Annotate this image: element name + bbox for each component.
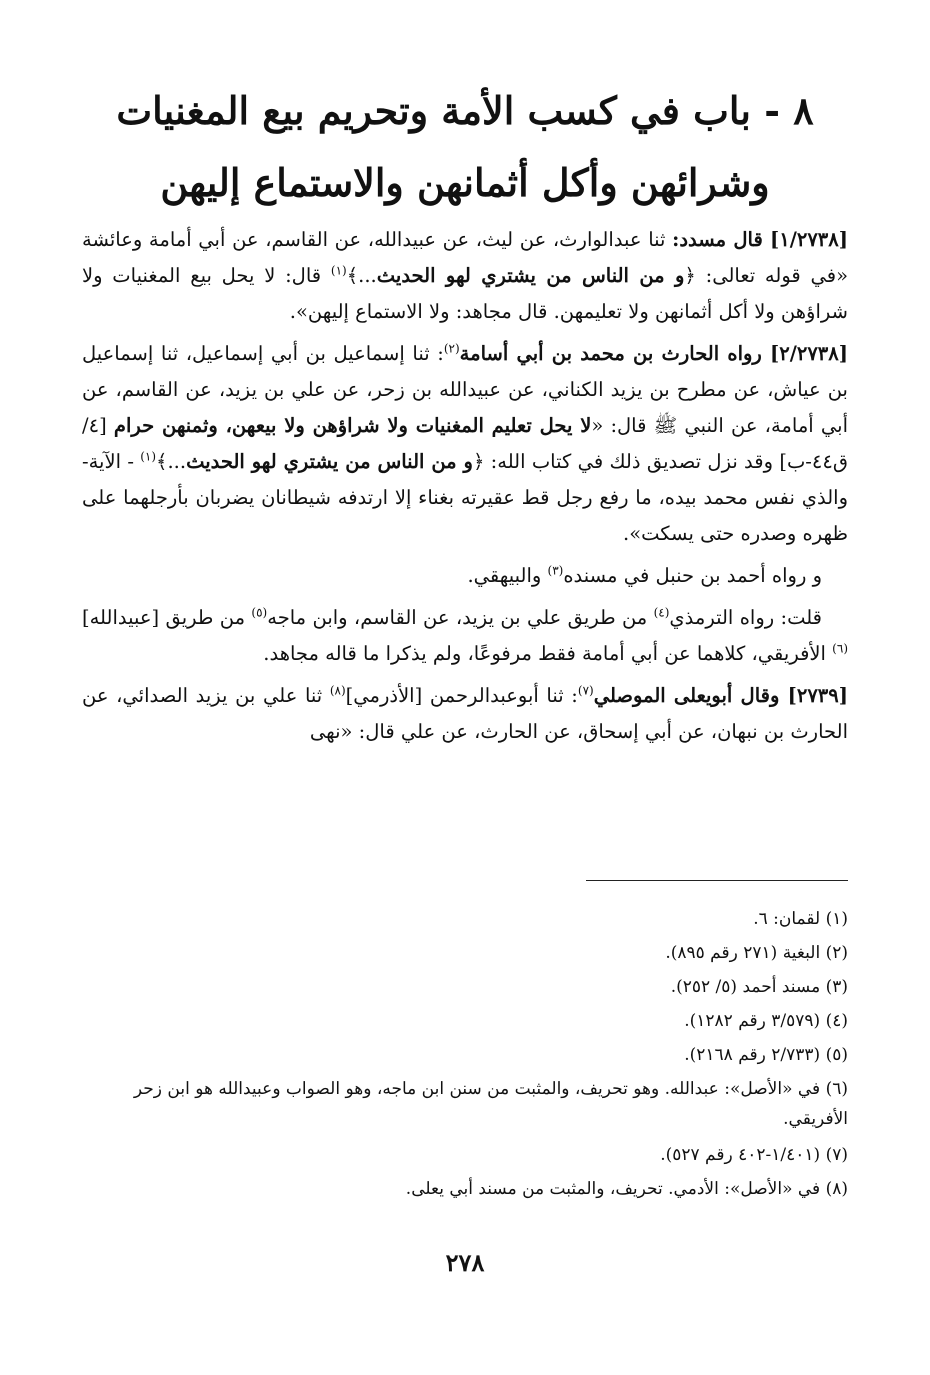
- paragraph-text: من طريق [عبيدالله]: [82, 606, 252, 629]
- hadith-matn: لا يحل تعليم المغنيات ولا شراؤهن ولا بيعهن، وثمنهن حرام: [113, 414, 592, 437]
- footnote-ref[interactable]: (٨): [329, 683, 346, 698]
- quran-verse: و من الناس من يشتري لهو الحديث: [186, 450, 473, 473]
- footnote: (٥) (٢/٧٣٣ رقم ٢١٦٨).: [684, 1045, 848, 1065]
- main-text: [82, 222, 848, 756]
- quran-verse: و من الناس من يشتري لهو الحديث: [376, 264, 685, 287]
- paragraph-text: - الآية- والذي نفس محمد بيده، ما رفع رجل قط عقيرته بغناء إلا ارتدفه شيطانان يضربان بأرجلهما على ظهره وصدره حتى يسكت».: [82, 450, 848, 545]
- paragraph-text: : ثنا إسماعيل بن أبي إسماعيل، ثنا إسماعيل بن عياش، عن مطرح بن يزيد الكناني، عن عبيدالله بن زحر، عن علي بن يزيد، عن القاسم، عن أبي أمامة، عن النبي ﷺ قال: «: [82, 342, 848, 437]
- hadith-number: [٢٧٣٩] وقال أبويعلى الموصلي: [593, 684, 848, 707]
- hadith-paragraph: [82, 678, 848, 750]
- footnote-ref[interactable]: (٣): [547, 563, 564, 578]
- chapter-title-line-1: ٨ - باب في كسب الأمة وتحريم بيع المغنيات: [116, 88, 814, 133]
- paragraph-text: الأفريقي، كلاهما عن أبي أمامة فقط مرفوعًا، ولم يذكرا ما قاله مجاهد.: [263, 642, 833, 665]
- paragraph-text: ...﴾: [156, 450, 187, 473]
- commentary-paragraph: [82, 600, 848, 672]
- footnote-ref[interactable]: (٥): [251, 605, 268, 620]
- paragraph-text: و رواه أحمد بن حنبل في مسنده: [563, 564, 822, 587]
- paragraph-text: ثنا عبدالوارث، عن ليث، عن عبيدالله، عن القاسم، عن أبي أمامة وعائشة «في قوله تعالى: ﴿: [82, 228, 849, 287]
- hadith-paragraph: [82, 222, 848, 330]
- commentary-paragraph: [82, 558, 848, 594]
- paragraph-text: ...﴾: [346, 264, 377, 287]
- paragraph-text: قلت: رواه الترمذي: [669, 606, 822, 629]
- paragraph-text: ثنا علي بن يزيد الصدائي، عن الحارث بن نبهان، عن أبي إسحاق، عن الحارث، عن علي قال: «نهى: [82, 684, 848, 743]
- hadith-number: [١/٢٧٣٨] قال مسدد:: [672, 228, 848, 251]
- paragraph-text: والبيهقي.: [467, 564, 548, 587]
- footnotes: [82, 902, 848, 1206]
- footnote-divider: [586, 880, 848, 881]
- footnote: (٦) في «الأصل»: عبدالله. وهو تحريف، والمثبت من سنن ابن ماجه، وهو الصواب وعبيدالله هو ابن زحر الأفريقي.: [133, 1079, 848, 1129]
- hadith-paragraph: [82, 336, 848, 552]
- chapter-title-line-2: وشرائهن وأكل أثمانهن والاستماع إليهن: [160, 160, 770, 205]
- paragraph-text: قال: لا يحل بيع المغنيات ولا شراؤهن ولا أكل أثمانهن ولا تعليمهن. قال مجاهد: ولا الاستماع إليهن».: [82, 264, 848, 323]
- footnote-ref[interactable]: (١): [330, 263, 347, 278]
- hadith-number: [٢/٢٧٣٨] رواه الحارث بن محمد بن أبي أسامة: [459, 342, 848, 365]
- paragraph-text: من طريق علي بن يزيد، عن القاسم، وابن ماجه: [267, 606, 654, 629]
- footnote: (٣) مسند أحمد (٥/ ٢٥٢).: [670, 977, 848, 997]
- page-number: ٢٧٨: [445, 1248, 485, 1277]
- footnote-ref[interactable]: (٧): [577, 683, 594, 698]
- footnote: (١) لقمان: ٦.: [753, 909, 848, 929]
- footnote: (٤) (٣/٥٧٩ رقم ١٢٨٢).: [684, 1011, 848, 1031]
- paragraph-text: [٤/ق٤٤-ب] وقد نزل تصديق ذلك في كتاب الله: ﴿: [82, 414, 848, 473]
- paragraph-text: : ثنا أبوعبدالرحمن [الأذرمي]: [345, 684, 578, 707]
- footnote: (٧) (١/٤٠١-٤٠٢ رقم ٥٢٧).: [660, 1145, 848, 1165]
- footnote: (٢) البغية (٢٧١ رقم ٨٩٥).: [665, 943, 848, 963]
- footnote-ref[interactable]: (٦): [832, 641, 848, 656]
- footnote-ref[interactable]: (٢): [443, 341, 460, 356]
- footnote-ref[interactable]: (١): [140, 449, 157, 464]
- footnote-ref[interactable]: (٤): [653, 605, 670, 620]
- footnote: (٨) في «الأصل»: الأدمي. تحريف، والمثبت من مسند أبي يعلى.: [405, 1179, 848, 1199]
